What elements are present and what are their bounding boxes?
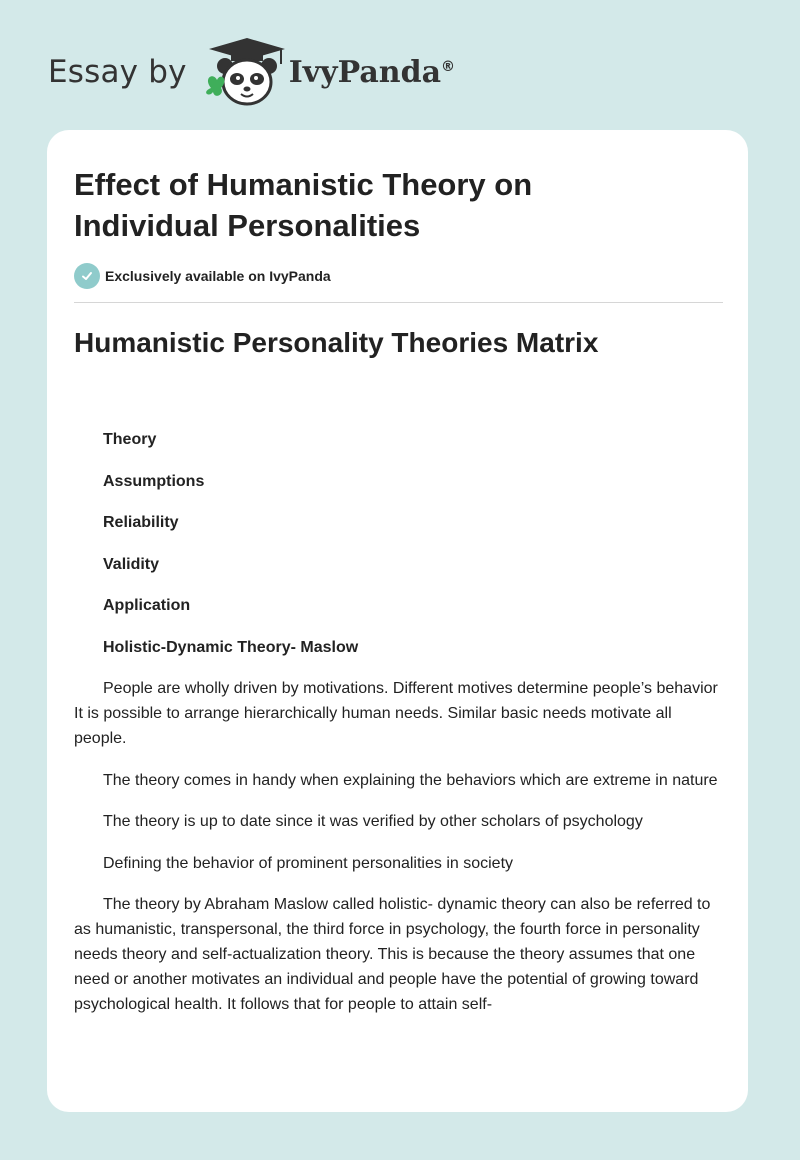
registered-mark: ® — [441, 58, 456, 75]
matrix-reliability-text: The theory comes in handy when explaining the behaviors which are extreme in nature — [103, 771, 718, 789]
essay-title: Effect of Humanistic Theory on Individual Personalities — [74, 167, 533, 243]
section-heading: Humanistic Personality Theories Matrix — [74, 327, 599, 358]
matrix-application-text: Defining the behavior of prominent personalities in society — [103, 854, 514, 872]
panda-graduate-icon — [201, 36, 293, 108]
brand-logo[interactable] — [48, 36, 455, 108]
divider — [74, 302, 723, 303]
essay-card — [47, 130, 748, 1112]
badge-text: Exclusively available on IvyPanda — [105, 268, 331, 284]
matrix-header-theory: Theory — [103, 431, 157, 448]
exclusive-badge — [74, 263, 331, 289]
check-circle-icon — [74, 263, 100, 289]
matrix-header-assumptions: Assumptions — [103, 472, 205, 490]
matrix-header-reliability: Reliability — [103, 514, 179, 531]
matrix-header-validity: Validity — [103, 555, 160, 573]
matrix-assumptions-text: People are wholly driven by motivations. Different motives determine people’s behavior It is possible to arrange hierarchically human needs. Similar basic needs motivate all people. — [74, 680, 718, 747]
matrix-header-application: Application — [103, 597, 191, 614]
body-paragraph: The theory by Abraham Maslow called holistic- dynamic theory can also be referred to as humanistic, transpersonal, the third force in psychology, the fourth force in personality needs theory and self-actualization theory. This is because the theory assumes that one need or another motivates an individual and people have the potential of growing toward psychological health. It follows that for people to attain self- — [74, 896, 711, 1013]
matrix-validity-text: The theory is up to date since it was verified by other scholars of psychology — [103, 813, 643, 830]
brand-prefix: Essay by — [48, 54, 187, 90]
matrix-theory-name: Holistic-Dynamic Theory- Maslow — [103, 638, 359, 656]
article-body — [74, 427, 724, 1034]
brand-name: IvyPanda® — [288, 54, 456, 90]
